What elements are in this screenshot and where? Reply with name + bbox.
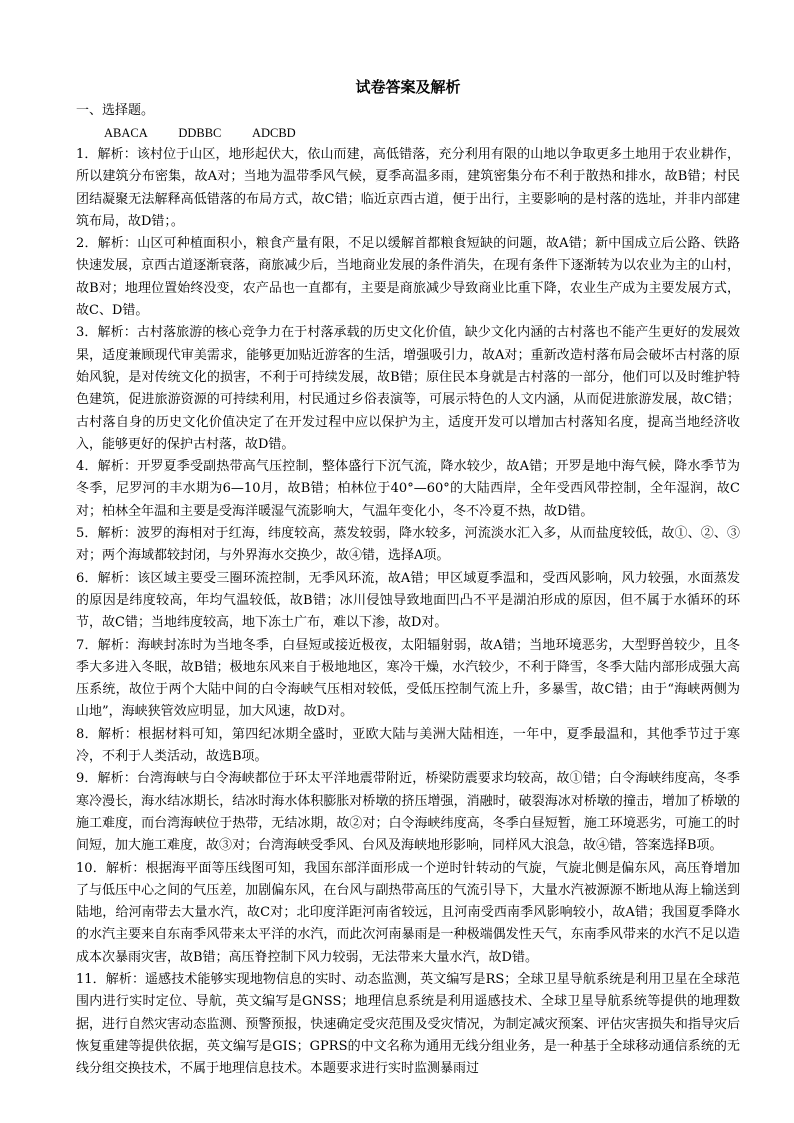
answer-key-line: ABACA DDBBC ADCBD [104, 126, 296, 140]
explanation-paragraph-7: 7．解析：海峡封冻时为当地冬季，白昼短或接近极夜，太阳辐射弱，故A错；当地环境恶劣，大型野兽较少，且冬季大多进入冬眠，故B错；极地东风来自于极地地区，寒冷干燥，水汽较少，不利于降雪，冬季大陆内部形成强大高压系统，故位于两个大陆中间的白令海峡气压相对较低，受低压控制气流上升，多暴雪，故C错；由于“海峡两侧为山地”，海峡狭管效应明显，加大风速，故D对。 [76, 637, 740, 720]
explanation-paragraph-1: 1．解析：该村位于山区，地形起伏大，依山而建，高低错落，充分利用有限的山地以争取更多土地用于农业耕作，所以建筑分布密集，故A对；当地为温带季风气候，夏季高温多雨，建筑密集分布不利于散热和排水，故B错；村民团结凝聚无法解释高低错落的布局方式，故C错；临近京西古道，便于出行，主要影响的是村落的选址，并非内部建筑布局，故D错；。 [76, 147, 740, 229]
explanation-paragraph-2: 2．解析：山区可种植面积小，粮食产量有限，不足以缓解首都粮食短缺的问题，故A错；新中国成立后公路、铁路快速发展，京西古道逐渐衰落，商旅减少后，当地商业发展的条件消失，在现有条件下逐渐转为以农业为主的山村，故B对；地理位置始终没变，农产品也一直都有，主要是商旅减少导致商业比重下降，农业生产成为主要发展方式，故C、D错。 [76, 236, 740, 319]
explanation-paragraph-11: 11．解析：遥感技术能够实现地物信息的实时、动态监测，英文编写是RS；全球卫星导航系统是利用卫星在全球范围内进行实时定位、导航，英文编写是GNSS；地理信息系统是利用遥感技术、全球卫星导航系统等提供的地理数据，进行自然灾害动态监测、预警预报，快速确定受灾范围及受灾情况，为制定减灾预案、评估灾害损失和指导灾后恢复重建等提供依据，英文编写是GIS；GPRS的中文名称为通用无线分组业务，是一种基于全球移动通信系统的无线分组交换技术，不属于地理信息技术。本题要求进行实时监测暴雨过 [76, 971, 740, 1077]
explanation-paragraph-5: 5．解析：波罗的海相对于红海，纬度较高，蒸发较弱，降水较多，河流淡水汇入多，从而盐度较低，故①、②、③对；两个海域都较封闭，与外界海水交换少，故④错，选择A项。 [76, 526, 740, 564]
page-title: 试卷答案及解析 [355, 78, 461, 96]
explanation-paragraph-6: 6．解析：该区域主要受三圈环流控制，无季风环流，故A错；甲区域夏季温和，受西风影响，风力较强，水面蒸发的原因是纬度较高，年均气温较低，故B错；冰川侵蚀导致地面凹凸不平是湖泊形成的原因，但不属于水循环的环节，故C错；当地纬度较高，地下冻土广布，难以下渗，故D对。 [76, 570, 740, 631]
explanation-paragraph-9: 9．解析：台湾海峡与白令海峡都位于环太平洋地震带附近，桥梁防震要求均较高，故①错；白令海峡纬度高，冬季寒冷漫长，海水结冰期长，结冰时海水体积膨胀对桥墩的挤压增强，消融时，破裂海冰对桥墩的撞击，增加了桥墩的施工难度，而台湾海峡位于热带，无结冰期，故②对；白令海峡纬度高，冬季白昼短暂，施工环境恶劣，可施工的时间短，加大施工难度，故③对；台湾海峡受季风、台风及海峡地形影响，同样风大浪急，故④错，答案选择B项。 [76, 771, 740, 854]
explanation-paragraph-4: 4．解析：开罗夏季受副热带高气压控制，整体盛行下沉气流，降水较少，故A错；开罗是地中海气候，降水季节为冬季，尼罗河的丰水期为6—10月，故B错；柏林位于40°—60°的大陆西岸，全年受西风带控制，全年湿润，故C对；柏林全年温和主要是受海洋暖湿气流影响大，气温年变化小，冬不冷夏不热，故D错。 [76, 459, 740, 519]
section-heading: 一、选择题。 [76, 103, 155, 118]
explanation-paragraph-3: 3．解析：古村落旅游的核心竞争力在于村落承载的历史文化价值，缺少文化内涵的古村落也不能产生更好的发展效果，适度兼顾现代审美需求，能够更加贴近游客的生活，增强吸引力，故A对；重新改造村落布局会破坏古村落的原始风貌，是对传统文化的损害，不利于可持续发展，故B错；原住民本身就是古村落的一部分，他们可以及时维护特色建筑，促进旅游资源的可持续利用，村民通过乡俗表演等，可展示特色的人文内涵，从而促进旅游发展，故C错；古村落自身的历史文化价值决定了在开发过程中应以保护为主，适度开发可以增加古村落知名度，提高当地经济收入，能够更好的保护古村落，故D错。 [76, 325, 740, 452]
explanation-paragraph-8: 8．解析：根据材料可知，第四纪冰期全盛时，亚欧大陆与美洲大陆相连，一年中，夏季最温和，其他季节过于寒冷，不利于人类活动，故选B项。 [76, 726, 740, 765]
answer-sheet-page [76, 76, 740, 1080]
explanation-paragraph-10: 10．解析：根据海平面等压线图可知，我国东部洋面形成一个逆时针转动的气旋，气旋北侧是偏东风，高压脊增加了与低压中心之间的气压差，加剧偏东风，在台风与副热带高压的气流引导下，大量水汽被源源不断地从海上输送到陆地，给河南带去大量水汽，故C对；北印度洋距河南省较远，且河南受西南季风影响较小，故A错；我国夏季降水的水汽主要来自东南季风带来太平洋的水汽，而此次河南暴雨是一种极端偶发性天气，东南季风带来的水汽不足以造成本次暴雨灾害，故B错；高压脊控制下风力较弱，无法带来大量水汽，故D错。 [76, 860, 740, 965]
